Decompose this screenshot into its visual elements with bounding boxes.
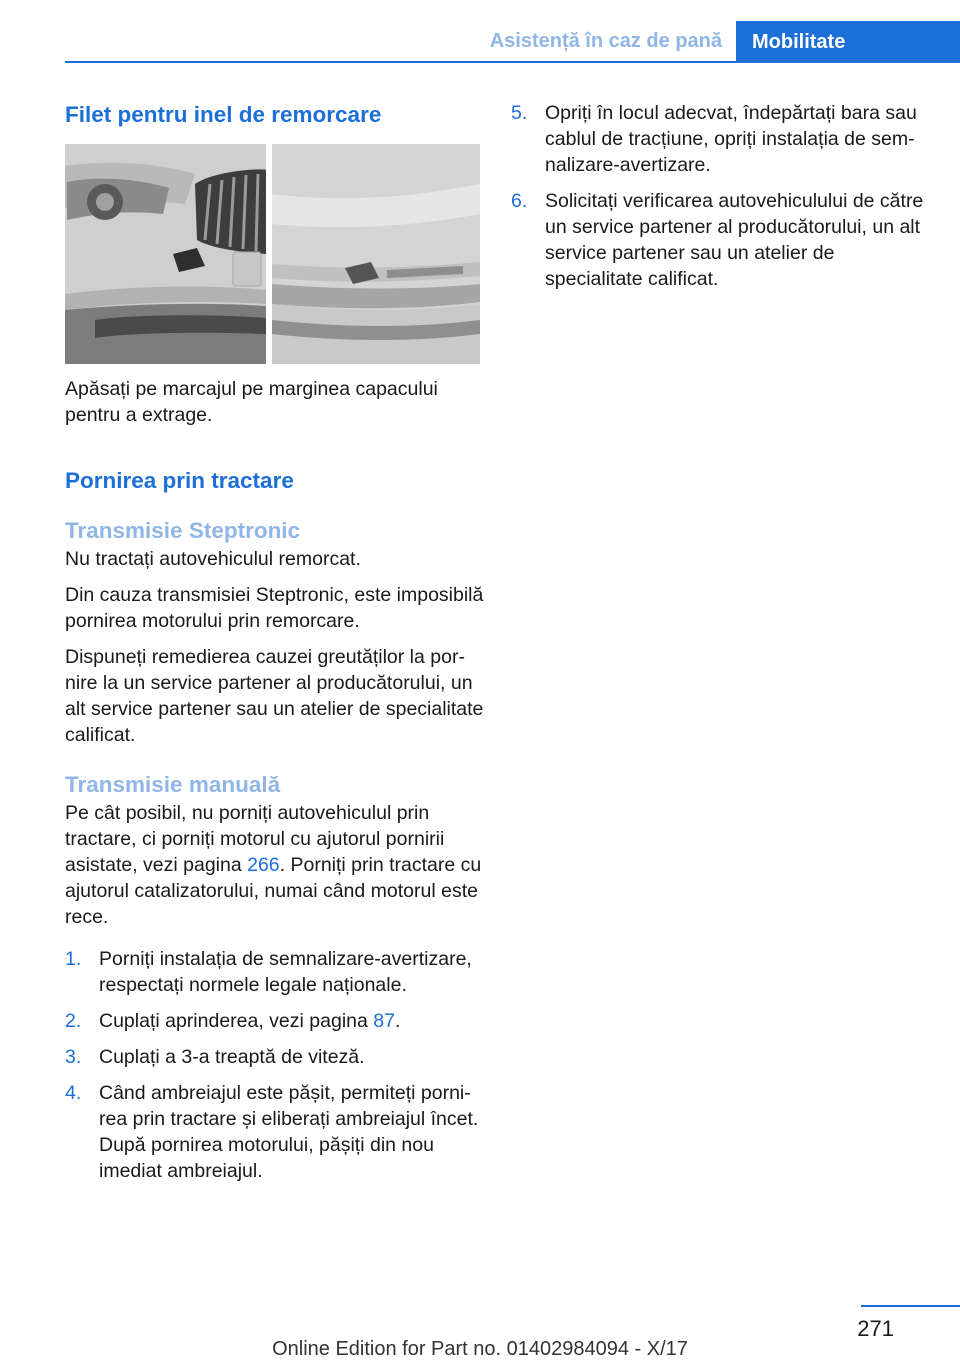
- step-text: Când ambreiajul este pășit, permiteți pornirea prin tractare și eliberați ambreiajul încet. După pornirea motorului, pășiți din nou imediat ambreiajul.: [99, 1082, 479, 1182]
- paragraph-manual-text-b: . Porniți prin tractare cu ajutorul catalizatorului, numai când motorul este rece.: [65, 854, 482, 928]
- step-number: 3.: [65, 1046, 82, 1068]
- section-title-tow-start: Pornirea prin tractare: [65, 468, 294, 493]
- step-text: Opriți în locul adecvat, îndepărtați bara sau cablul de tracțiune, opriți instalația de semnalizare-avertizare.: [545, 102, 917, 176]
- right-column: [511, 100, 931, 302]
- step-number: 5.: [511, 102, 528, 124]
- step-item: [65, 1044, 485, 1070]
- step-text: Cuplați aprinderea, vezi pagina: [99, 1010, 374, 1032]
- paragraph-steptronic-1: Nu tractați autovehiculul remorcat.: [65, 548, 361, 570]
- step-item: [511, 100, 931, 178]
- step-text: Porniți instalația de semnalizare-avertizare, respectați normele legale naționale.: [99, 948, 472, 996]
- image-caption: Apăsați pe marcajul pe marginea capacului pentru a extrage.: [65, 378, 438, 426]
- paragraph-steptronic-3: Dispuneți remedierea cauzei greutăților la pornire la un service partener al producătorului, un alt service partener sau un atelier de specialitate calificat.: [65, 646, 484, 746]
- step-item: [511, 188, 931, 292]
- step-item: [65, 946, 485, 998]
- step-item: [65, 1008, 485, 1034]
- step-number: 2.: [65, 1010, 82, 1032]
- bumper-illustration: [65, 144, 480, 364]
- page-number: 271: [857, 1316, 894, 1341]
- paragraph-manual: [65, 800, 485, 930]
- page-number-rule: [861, 1305, 960, 1307]
- step-number: 6.: [511, 190, 528, 212]
- paragraph-steptronic-2: Din cauza transmisiei Steptronic, este imposibilă pornirea motorului prin remorcare.: [65, 584, 484, 632]
- subsection-title-manual: Transmisie manuală: [65, 772, 281, 797]
- step-number: 1.: [65, 948, 82, 970]
- section-title-towing-thread: Filet pentru inel de remorcare: [65, 102, 382, 127]
- subsection-title-steptronic: Transmisie Steptronic: [65, 518, 301, 543]
- header-chapter-tab: [736, 21, 960, 63]
- step-text-end: .: [394, 1010, 401, 1032]
- bumper-cover-image: [65, 144, 480, 364]
- header-chapter-label: Mobilitate: [752, 31, 846, 53]
- header-section-title: Asistență în caz de pană: [489, 30, 722, 52]
- left-column: [65, 100, 485, 1194]
- steps-list-left: [65, 946, 485, 1184]
- step-item: [65, 1080, 485, 1184]
- step-number: 4.: [65, 1082, 82, 1104]
- step-text: Solicitați verificarea autovehiculului de către un service partener al producătorului, un alt service partener sau un atelier de specialitate calificat.: [545, 190, 924, 290]
- page-link-266[interactable]: 266: [247, 854, 280, 876]
- footer-edition: Online Edition for Part no. 01402984094 - X/17: [272, 1338, 688, 1360]
- step-text: Cuplați a 3-a treaptă de viteză.: [99, 1046, 365, 1068]
- steps-list-right: [511, 100, 931, 292]
- paragraph-manual-text-a: Pe cât posibil, nu porniți autovehiculul prin tractare, ci porniți motorul cu ajutorul pornirii asistate, vezi pagina: [65, 802, 445, 876]
- page-link-87[interactable]: 87: [373, 1010, 395, 1032]
